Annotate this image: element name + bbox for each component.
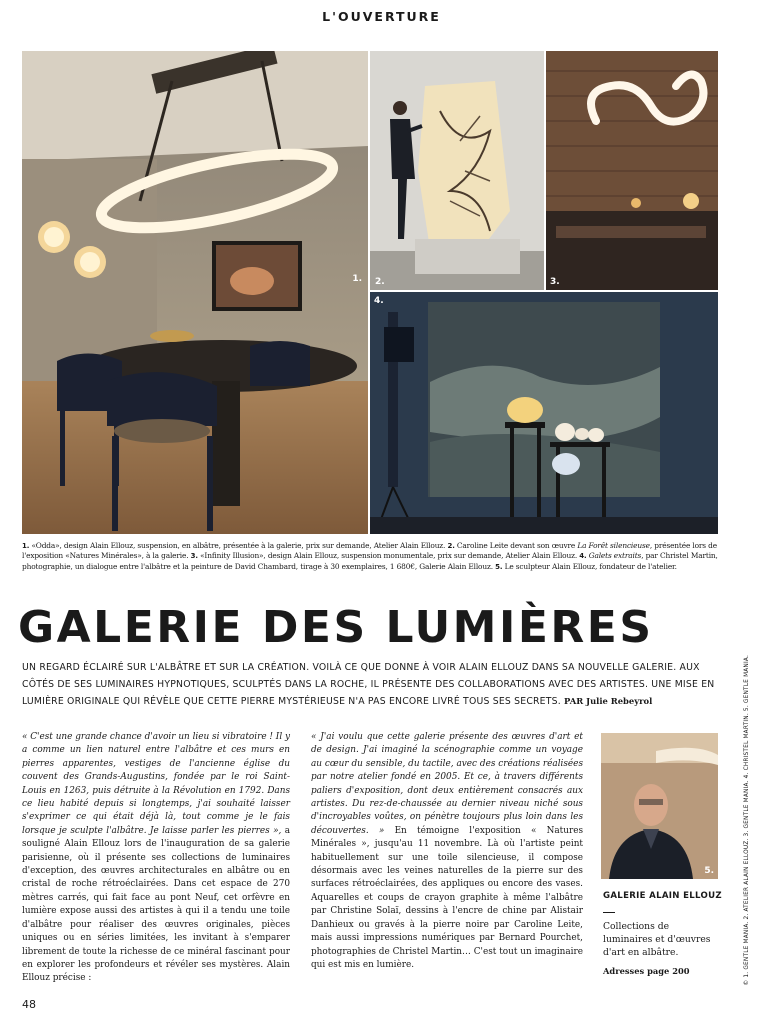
photo-number: 3. <box>550 277 560 287</box>
caption-1: «Odda», design Alain Ellouz, suspension, en albâtre, présentée à la galerie, prix sur demande, Atelier Alain Ellouz. <box>31 541 446 550</box>
photo-caroline-leite-artwork <box>370 51 544 290</box>
page-number: 48 <box>22 998 36 1011</box>
column-1-quote: « C'est une grande chance d'avoir un lieu si vibratoire ! Il y a comme un lien naturel entre l'albâtre et ces murs en pierres apparentes, vestiges de l'ancienne église du couvent des Grands-Augustins, fondée par le roi Saint-Louis en 1263, puis détruite à la Révolution en 1792. Dans ce lieu habité depuis si longtemps, j'ai souhaité laisser s'exprimer ce qui était déjà là, tout comme je le fais lorsque je sculpte l'albâtre. Je laisse parler les pierres », <box>22 732 290 836</box>
byline: PAR Julie Rebeyrol <box>564 696 653 706</box>
article-standfirst <box>22 660 722 711</box>
sidebar-address-ref: Adresses page 200 <box>603 966 690 976</box>
photo-infinity-illusion <box>546 51 718 290</box>
article-headline: GALERIE DES LUMIÈRES <box>18 602 654 653</box>
article-column-1 <box>22 731 290 986</box>
caption-2: Caroline Leite devant son œuvre <box>456 541 576 550</box>
caption-2-title: La Forêt silencieuse <box>577 541 650 550</box>
article-column-2 <box>311 731 583 972</box>
photo-alain-ellouz-portrait <box>601 733 718 879</box>
caption-number: 3. <box>190 552 198 561</box>
photo-number: 2. <box>375 277 385 287</box>
caption-2-end: , présentée lors de l'exposition «Natures Minérales», à la galerie. <box>22 541 717 561</box>
caption-4: , par Christel Martin, photographie, un dialogue entre l'albâtre et la peinture de David Chambard, tirage à 30 exemplaires, 1 680€, Galerie Alain Ellouz. <box>22 551 718 571</box>
photo-number: 5. <box>704 866 714 876</box>
column-2-quote: « J'ai voulu que cette galerie présente des œuvres d'art et de design. J'ai imaginé la scénographie comme un voyage au cœur du sensible, du tactile, avec des créations réalisées par notre atelier fondé en 2005. Et ce, à travers différents paliers d'exposition, dont deux entièrement consacrés aux artistes. Du rez-de-chaussée au dernier niveau niché sous d'incroyables voûtes, on pénètre toujours plus loin dans les découvertes. » <box>311 732 583 836</box>
sidebar-title: GALERIE ALAIN ELLOUZ <box>603 891 722 901</box>
caption-number: 5. <box>495 562 503 571</box>
caption-5: Le sculpteur Alain Ellouz, fondateur de l'atelier. <box>504 561 677 571</box>
photo-odda-dining-room <box>22 51 368 534</box>
sidebar-divider <box>603 912 615 913</box>
column-1-body: a souligné Alain Ellouz lors de l'inauguration de sa galerie parisienne, où il présente ses collections de luminaires d'exception, des œuvres architecturales en albâtre ou en cristal de roche rétroéclairées. Dans cet espace de 270 mètres carrés, qui fait face au pont Neuf, cet orfèvre en lumière expose aussi des artistes à qui il a tendu une toile d'albâtre pour réaliser des œuvres originales, pièces uniques ou en séries limitées, les invitant à s'emparer librement de toute la richesse de ce minéral fascinant pour en explorer les profondeurs et révéler ses mystères. Alain Ellouz précise : <box>22 825 290 984</box>
caption-number: 1. <box>22 542 30 550</box>
caption-number: 4. <box>579 552 587 561</box>
caption-4-title: Galets extraits <box>588 551 642 561</box>
photo-galets-extraits <box>370 292 718 534</box>
caption-number: 2. <box>447 542 455 550</box>
photo-credits: © 1. GENTLE MANIA. 2. ATELIER ALAIN ELLOUZ. 3. GENTLE MANIA. 4. CHRISTEL MARTIN. 5. GENTLE MANIA. <box>744 655 750 986</box>
caption-3: «Infinity Illusion», design Alain Ellouz, suspension monumentale, prix sur demande, Atelier Alain Ellouz. <box>200 551 578 561</box>
photo-number: 1. <box>352 274 362 284</box>
section-rubric: L'OUVERTURE <box>322 9 441 24</box>
sidebar-description: Collections de luminaires et d'œuvres d'art en albâtre. <box>603 921 711 959</box>
standfirst-text: UN REGARD ÉCLAIRÉ SUR L'ALBÂTRE ET SUR LA CRÉATION. VOILÀ CE QUE DONNE À VOIR ALAIN ELLOUZ DANS SA NOUVELLE GALERIE. AUX CÔTÉS DE SES LUMINAIRES HYPNOTIQUES, SCULPTÉS DANS LA ROCHE, IL PRÉSENTE DES COLLABORATIONS AVEC DES ARTISTES. UNE MISE EN LUMIÈRE ORIGINALE QUI RÉVÈLE QUE CETTE PIERRE MYSTÉRIEUSE N'A PAS ENCORE LIVRÉ TOUS SES SECRETS. <box>22 662 715 707</box>
photo-captions <box>22 541 722 572</box>
photo-number: 4. <box>374 296 384 306</box>
column-2-body: En témoigne l'exposition « Natures Minérales », jusqu'au 11 novembre. Là où l'artiste peint habituellement sur une toile silencieuse, il compose désormais avec les veines naturelles de la pierre sur des surfaces rétroéclairées, des appliques ou encore des vases. Aquarelles et coups de crayon graphite à même l'albâtre par Christine Solaï, dessins à l'encre de chine par Alistair Danhieux ou gravés à la pierre noire par Caroline Leite, mais aussi impressions numériques par Bernard Pourchet, photographies de Christel Martin… C'est tout un imaginaire qui est mis en lumière. <box>311 825 584 970</box>
